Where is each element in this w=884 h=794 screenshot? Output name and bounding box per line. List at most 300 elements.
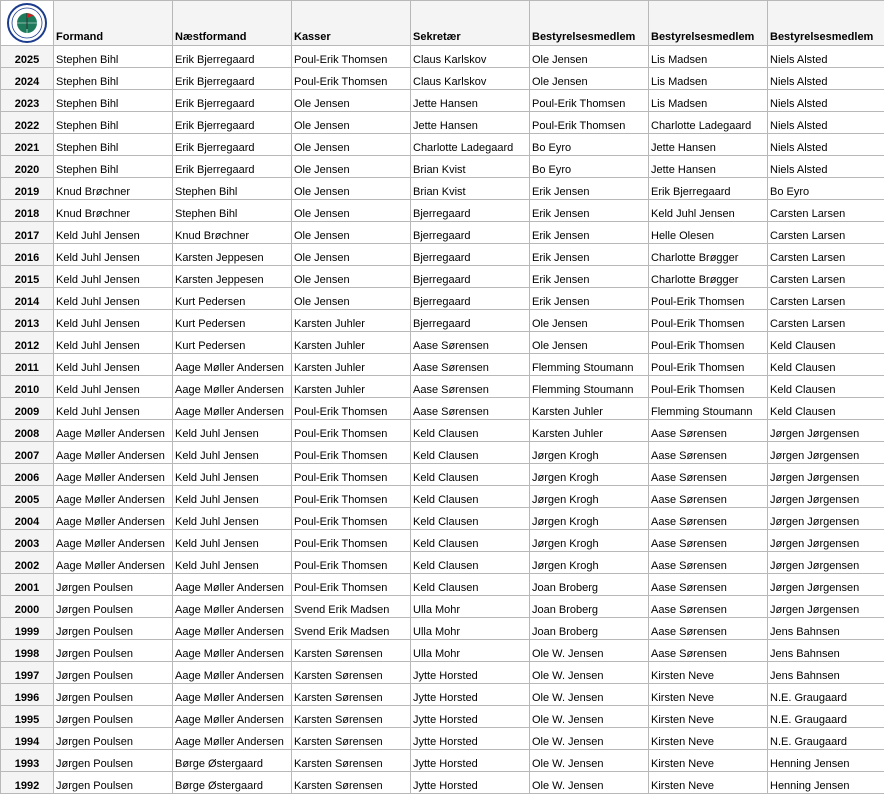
member-cell: Ole W. Jensen	[530, 640, 649, 662]
member-cell: Aase Sørensen	[649, 420, 768, 442]
year-cell: 1993	[1, 750, 54, 772]
member-cell: Keld Juhl Jensen	[54, 266, 173, 288]
member-cell: Jytte Horsted	[411, 706, 530, 728]
member-cell: Ole Jensen	[292, 134, 411, 156]
member-cell: Keld Juhl Jensen	[54, 222, 173, 244]
member-cell: Jørgen Poulsen	[54, 684, 173, 706]
member-cell: Aase Sørensen	[649, 596, 768, 618]
member-cell: Bjerregaard	[411, 310, 530, 332]
table-row	[1, 112, 884, 134]
member-cell: Jytte Horsted	[411, 684, 530, 706]
member-cell: Erik Jensen	[530, 200, 649, 222]
member-cell: Aase Sørensen	[649, 618, 768, 640]
member-cell: Lis Madsen	[649, 46, 768, 68]
member-cell: Aage Møller Andersen	[173, 706, 292, 728]
member-cell: Keld Clausen	[411, 486, 530, 508]
table-row	[1, 684, 884, 706]
year-cell: 2003	[1, 530, 54, 552]
member-cell: Aase Sørensen	[649, 464, 768, 486]
member-cell: Kirsten Neve	[649, 772, 768, 794]
member-cell: Bo Eyro	[768, 178, 884, 200]
member-cell: Keld Clausen	[411, 530, 530, 552]
member-cell: Poul-Erik Thomsen	[649, 310, 768, 332]
member-cell: Jens Bahnsen	[768, 618, 884, 640]
member-cell: Joan Broberg	[530, 596, 649, 618]
member-cell: Jørgen Jørgensen	[768, 508, 884, 530]
member-cell: Aase Sørensen	[411, 376, 530, 398]
year-cell: 1994	[1, 728, 54, 750]
member-cell: Karsten Juhler	[530, 420, 649, 442]
member-cell: Erik Jensen	[530, 244, 649, 266]
member-cell: Jørgen Jørgensen	[768, 464, 884, 486]
year-cell: 2002	[1, 552, 54, 574]
member-cell: Keld Clausen	[411, 574, 530, 596]
member-cell: Keld Juhl Jensen	[54, 332, 173, 354]
member-cell: Svend Erik Madsen	[292, 618, 411, 640]
member-cell: Keld Juhl Jensen	[173, 420, 292, 442]
member-cell: Claus Karlskov	[411, 46, 530, 68]
member-cell: Erik Bjerregaard	[173, 156, 292, 178]
member-cell: Jørgen Jørgensen	[768, 530, 884, 552]
member-cell: Keld Juhl Jensen	[173, 486, 292, 508]
member-cell: Erik Jensen	[530, 222, 649, 244]
table-row	[1, 640, 884, 662]
table-row	[1, 508, 884, 530]
member-cell: Bjerregaard	[411, 288, 530, 310]
year-cell: 2009	[1, 398, 54, 420]
member-cell: Ole Jensen	[292, 178, 411, 200]
member-cell: Keld Clausen	[768, 398, 884, 420]
year-cell: 1998	[1, 640, 54, 662]
member-cell: Aage Møller Andersen	[54, 442, 173, 464]
member-cell: Poul-Erik Thomsen	[649, 376, 768, 398]
member-cell: Jørgen Krogh	[530, 486, 649, 508]
member-cell: Niels Alsted	[768, 156, 884, 178]
table-row	[1, 68, 884, 90]
member-cell: Ulla Mohr	[411, 640, 530, 662]
member-cell: Knud Brøchner	[54, 178, 173, 200]
member-cell: Kurt Pedersen	[173, 332, 292, 354]
year-cell: 2013	[1, 310, 54, 332]
table-row	[1, 354, 884, 376]
member-cell: Jørgen Poulsen	[54, 596, 173, 618]
member-cell: Erik Bjerregaard	[173, 112, 292, 134]
year-cell: 2008	[1, 420, 54, 442]
column-header-formand: Formand	[54, 1, 173, 46]
year-cell: 2000	[1, 596, 54, 618]
table-row	[1, 618, 884, 640]
member-cell: Poul-Erik Thomsen	[292, 464, 411, 486]
member-cell: Jørgen Poulsen	[54, 706, 173, 728]
member-cell: Jytte Horsted	[411, 772, 530, 794]
table-row	[1, 552, 884, 574]
member-cell: Jørgen Poulsen	[54, 640, 173, 662]
year-cell: 2006	[1, 464, 54, 486]
year-cell: 1996	[1, 684, 54, 706]
column-header-bestyrelsesmedlem-1: Bestyrelsesmedlem	[530, 1, 649, 46]
member-cell: Jytte Horsted	[411, 662, 530, 684]
member-cell: Svend Erik Madsen	[292, 596, 411, 618]
member-cell: Brian Kvist	[411, 178, 530, 200]
member-cell: Niels Alsted	[768, 134, 884, 156]
member-cell: Aage Møller Andersen	[173, 354, 292, 376]
member-cell: Stephen Bihl	[54, 134, 173, 156]
table-row	[1, 398, 884, 420]
member-cell: Keld Juhl Jensen	[54, 376, 173, 398]
member-cell: Flemming Stoumann	[530, 354, 649, 376]
member-cell: Keld Juhl Jensen	[54, 398, 173, 420]
table-row	[1, 90, 884, 112]
year-cell: 2024	[1, 68, 54, 90]
member-cell: Karsten Juhler	[292, 354, 411, 376]
member-cell: Karsten Juhler	[292, 332, 411, 354]
member-cell: Aage Møller Andersen	[54, 552, 173, 574]
column-header-kasser: Kasser	[292, 1, 411, 46]
member-cell: Aase Sørensen	[649, 552, 768, 574]
member-cell: Bo Eyro	[530, 134, 649, 156]
member-cell: Charlotte Brøgger	[649, 266, 768, 288]
member-cell: Niels Alsted	[768, 46, 884, 68]
member-cell: Ole Jensen	[292, 266, 411, 288]
member-cell: Poul-Erik Thomsen	[649, 288, 768, 310]
member-cell: Karsten Sørensen	[292, 772, 411, 794]
member-cell: Aase Sørensen	[411, 332, 530, 354]
table-row	[1, 244, 884, 266]
member-cell: Keld Juhl Jensen	[173, 464, 292, 486]
member-cell: Aage Møller Andersen	[54, 486, 173, 508]
member-cell: Keld Juhl Jensen	[54, 354, 173, 376]
member-cell: Jørgen Poulsen	[54, 772, 173, 794]
year-cell: 2022	[1, 112, 54, 134]
member-cell: Charlotte Brøgger	[649, 244, 768, 266]
member-cell: Aage Møller Andersen	[54, 464, 173, 486]
member-cell: Aage Møller Andersen	[173, 728, 292, 750]
member-cell: Flemming Stoumann	[649, 398, 768, 420]
member-cell: Aase Sørensen	[649, 442, 768, 464]
member-cell: Poul-Erik Thomsen	[292, 420, 411, 442]
member-cell: Ole W. Jensen	[530, 728, 649, 750]
member-cell: Kirsten Neve	[649, 706, 768, 728]
member-cell: Jørgen Jørgensen	[768, 486, 884, 508]
member-cell: Charlotte Ladegaard	[649, 112, 768, 134]
member-cell: Poul-Erik Thomsen	[292, 574, 411, 596]
member-cell: N.E. Graugaard	[768, 706, 884, 728]
member-cell: Erik Bjerregaard	[649, 178, 768, 200]
member-cell: Stephen Bihl	[54, 90, 173, 112]
year-cell: 2005	[1, 486, 54, 508]
member-cell: Claus Karlskov	[411, 68, 530, 90]
member-cell: Helle Olesen	[649, 222, 768, 244]
member-cell: Jens Bahnsen	[768, 662, 884, 684]
member-cell: Aase Sørensen	[411, 354, 530, 376]
member-cell: Niels Alsted	[768, 112, 884, 134]
member-cell: Jette Hansen	[411, 90, 530, 112]
member-cell: Kirsten Neve	[649, 684, 768, 706]
column-header-bestyrelsesmedlem-2: Bestyrelsesmedlem	[649, 1, 768, 46]
table-row	[1, 662, 884, 684]
member-cell: Flemming Stoumann	[530, 376, 649, 398]
member-cell: Ole Jensen	[292, 156, 411, 178]
table-row	[1, 442, 884, 464]
year-cell: 2011	[1, 354, 54, 376]
member-cell: Stephen Bihl	[54, 46, 173, 68]
member-cell: Carsten Larsen	[768, 310, 884, 332]
member-cell: Keld Clausen	[411, 464, 530, 486]
table-row	[1, 574, 884, 596]
member-cell: Stephen Bihl	[173, 200, 292, 222]
member-cell: Poul-Erik Thomsen	[649, 354, 768, 376]
member-cell: Aase Sørensen	[649, 574, 768, 596]
member-cell: Jørgen Krogh	[530, 508, 649, 530]
table-row	[1, 772, 884, 794]
member-cell: Keld Clausen	[768, 332, 884, 354]
table-row	[1, 750, 884, 772]
member-cell: Keld Juhl Jensen	[173, 508, 292, 530]
member-cell: Poul-Erik Thomsen	[292, 68, 411, 90]
member-cell: Karsten Sørensen	[292, 728, 411, 750]
member-cell: Stephen Bihl	[173, 178, 292, 200]
table-row	[1, 266, 884, 288]
member-cell: Jørgen Poulsen	[54, 728, 173, 750]
member-cell: Joan Broberg	[530, 618, 649, 640]
member-cell: N.E. Graugaard	[768, 684, 884, 706]
year-cell: 2019	[1, 178, 54, 200]
member-cell: Poul-Erik Thomsen	[292, 442, 411, 464]
year-cell: 2004	[1, 508, 54, 530]
member-cell: Poul-Erik Thomsen	[292, 46, 411, 68]
member-cell: Bjerregaard	[411, 244, 530, 266]
column-header-naestformand: Næstformand	[173, 1, 292, 46]
member-cell: Jørgen Poulsen	[54, 662, 173, 684]
member-cell: Aage Møller Andersen	[173, 640, 292, 662]
member-cell: N.E. Graugaard	[768, 728, 884, 750]
member-cell: Stephen Bihl	[54, 112, 173, 134]
member-cell: Ole Jensen	[292, 112, 411, 134]
member-cell: Brian Kvist	[411, 156, 530, 178]
member-cell: Karsten Juhler	[292, 376, 411, 398]
member-cell: Aage Møller Andersen	[173, 684, 292, 706]
logo-cell	[1, 1, 54, 46]
member-cell: Poul-Erik Thomsen	[292, 398, 411, 420]
header-row	[1, 1, 884, 46]
table-row	[1, 288, 884, 310]
member-cell: Ole Jensen	[530, 310, 649, 332]
table-row	[1, 596, 884, 618]
member-cell: Erik Jensen	[530, 178, 649, 200]
member-cell: Aase Sørensen	[649, 640, 768, 662]
member-cell: Jørgen Jørgensen	[768, 552, 884, 574]
member-cell: Kirsten Neve	[649, 750, 768, 772]
member-cell: Bo Eyro	[530, 156, 649, 178]
member-cell: Karsten Sørensen	[292, 684, 411, 706]
member-cell: Jørgen Jørgensen	[768, 442, 884, 464]
member-cell: Ole Jensen	[292, 222, 411, 244]
member-cell: Erik Bjerregaard	[173, 46, 292, 68]
club-crest-icon	[5, 2, 49, 44]
table-row	[1, 310, 884, 332]
member-cell: Aage Møller Andersen	[173, 376, 292, 398]
table-row	[1, 706, 884, 728]
table-row	[1, 486, 884, 508]
member-cell: Jørgen Jørgensen	[768, 596, 884, 618]
member-cell: Karsten Jeppesen	[173, 266, 292, 288]
year-cell: 2020	[1, 156, 54, 178]
member-cell: Karsten Sørensen	[292, 662, 411, 684]
member-cell: Jørgen Jørgensen	[768, 420, 884, 442]
member-cell: Poul-Erik Thomsen	[292, 486, 411, 508]
table-row	[1, 200, 884, 222]
column-header-bestyrelsesmedlem-3: Bestyrelsesmedlem	[768, 1, 884, 46]
member-cell: Bjerregaard	[411, 200, 530, 222]
member-cell: Jytte Horsted	[411, 750, 530, 772]
year-cell: 2014	[1, 288, 54, 310]
year-cell: 2007	[1, 442, 54, 464]
year-cell: 1997	[1, 662, 54, 684]
member-cell: Knud Brøchner	[54, 200, 173, 222]
year-cell: 2016	[1, 244, 54, 266]
member-cell: Ulla Mohr	[411, 618, 530, 640]
member-cell: Aage Møller Andersen	[173, 662, 292, 684]
member-cell: Bjerregaard	[411, 222, 530, 244]
member-cell: Ole W. Jensen	[530, 772, 649, 794]
member-cell: Poul-Erik Thomsen	[292, 508, 411, 530]
member-cell: Bjerregaard	[411, 266, 530, 288]
table-row	[1, 156, 884, 178]
member-cell: Keld Juhl Jensen	[173, 530, 292, 552]
member-cell: Erik Jensen	[530, 266, 649, 288]
year-cell: 2018	[1, 200, 54, 222]
member-cell: Keld Juhl Jensen	[649, 200, 768, 222]
member-cell: Ole W. Jensen	[530, 706, 649, 728]
member-cell: Kurt Pedersen	[173, 288, 292, 310]
member-cell: Keld Juhl Jensen	[54, 310, 173, 332]
table-row	[1, 420, 884, 442]
member-cell: Keld Clausen	[768, 376, 884, 398]
member-cell: Aage Møller Andersen	[54, 530, 173, 552]
member-cell: Henning Jensen	[768, 772, 884, 794]
member-cell: Erik Bjerregaard	[173, 90, 292, 112]
member-cell: Henning Jensen	[768, 750, 884, 772]
member-cell: Jette Hansen	[649, 134, 768, 156]
member-cell: Carsten Larsen	[768, 288, 884, 310]
member-cell: Poul-Erik Thomsen	[292, 530, 411, 552]
member-cell: Kirsten Neve	[649, 662, 768, 684]
year-cell: 1999	[1, 618, 54, 640]
member-cell: Ulla Mohr	[411, 596, 530, 618]
member-cell: Karsten Sørensen	[292, 640, 411, 662]
member-cell: Jørgen Poulsen	[54, 574, 173, 596]
member-cell: Charlotte Ladegaard	[411, 134, 530, 156]
member-cell: Aage Møller Andersen	[173, 618, 292, 640]
member-cell: Keld Juhl Jensen	[173, 552, 292, 574]
member-cell: Karsten Sørensen	[292, 750, 411, 772]
member-cell: Karsten Sørensen	[292, 706, 411, 728]
year-cell: 2025	[1, 46, 54, 68]
member-cell: Ole Jensen	[530, 46, 649, 68]
member-cell: Lis Madsen	[649, 90, 768, 112]
member-cell: Aase Sørensen	[411, 398, 530, 420]
member-cell: Jette Hansen	[411, 112, 530, 134]
table-row	[1, 530, 884, 552]
member-cell: Ole Jensen	[530, 68, 649, 90]
table-row	[1, 222, 884, 244]
member-cell: Keld Clausen	[411, 442, 530, 464]
year-cell: 2012	[1, 332, 54, 354]
table-row	[1, 134, 884, 156]
member-cell: Aase Sørensen	[649, 530, 768, 552]
member-cell: Aage Møller Andersen	[173, 398, 292, 420]
member-cell: Kurt Pedersen	[173, 310, 292, 332]
member-cell: Carsten Larsen	[768, 244, 884, 266]
member-cell: Ole Jensen	[292, 288, 411, 310]
member-cell: Niels Alsted	[768, 68, 884, 90]
year-cell: 2001	[1, 574, 54, 596]
member-cell: Lis Madsen	[649, 68, 768, 90]
member-cell: Jørgen Jørgensen	[768, 574, 884, 596]
year-cell: 2021	[1, 134, 54, 156]
member-cell: Aage Møller Andersen	[173, 574, 292, 596]
member-cell: Erik Bjerregaard	[173, 134, 292, 156]
member-cell: Knud Brøchner	[173, 222, 292, 244]
member-cell: Ole W. Jensen	[530, 662, 649, 684]
member-cell: Ole W. Jensen	[530, 684, 649, 706]
member-cell: Aage Møller Andersen	[54, 420, 173, 442]
member-cell: Poul-Erik Thomsen	[530, 90, 649, 112]
member-cell: Poul-Erik Thomsen	[530, 112, 649, 134]
member-cell: Jørgen Krogh	[530, 464, 649, 486]
table-row	[1, 464, 884, 486]
member-cell: Carsten Larsen	[768, 200, 884, 222]
table-row	[1, 46, 884, 68]
year-cell: 2010	[1, 376, 54, 398]
member-cell: Keld Clausen	[768, 354, 884, 376]
member-cell: Carsten Larsen	[768, 222, 884, 244]
member-cell: Joan Broberg	[530, 574, 649, 596]
member-cell: Kirsten Neve	[649, 728, 768, 750]
member-cell: Jytte Horsted	[411, 728, 530, 750]
member-cell: Niels Alsted	[768, 90, 884, 112]
member-cell: Ole Jensen	[292, 244, 411, 266]
member-cell: Stephen Bihl	[54, 68, 173, 90]
member-cell: Jette Hansen	[649, 156, 768, 178]
member-cell: Keld Juhl Jensen	[173, 442, 292, 464]
member-cell: Keld Juhl Jensen	[54, 288, 173, 310]
member-cell: Keld Juhl Jensen	[54, 244, 173, 266]
member-cell: Keld Clausen	[411, 508, 530, 530]
member-cell: Karsten Juhler	[292, 310, 411, 332]
column-header-sekretaer: Sekretær	[411, 1, 530, 46]
year-cell: 1992	[1, 772, 54, 794]
member-cell: Keld Clausen	[411, 552, 530, 574]
year-cell: 2023	[1, 90, 54, 112]
member-cell: Carsten Larsen	[768, 266, 884, 288]
member-cell: Ole W. Jensen	[530, 750, 649, 772]
table-row	[1, 332, 884, 354]
member-cell: Ole Jensen	[292, 200, 411, 222]
member-cell: Jørgen Poulsen	[54, 618, 173, 640]
table-row	[1, 376, 884, 398]
table-row	[1, 178, 884, 200]
member-cell: Jørgen Krogh	[530, 442, 649, 464]
member-cell: Børge Østergaard	[173, 772, 292, 794]
member-cell: Erik Jensen	[530, 288, 649, 310]
member-cell: Aase Sørensen	[649, 486, 768, 508]
year-cell: 2017	[1, 222, 54, 244]
member-cell: Karsten Jeppesen	[173, 244, 292, 266]
table-row	[1, 728, 884, 750]
member-cell: Ole Jensen	[530, 332, 649, 354]
member-cell: Keld Clausen	[411, 420, 530, 442]
